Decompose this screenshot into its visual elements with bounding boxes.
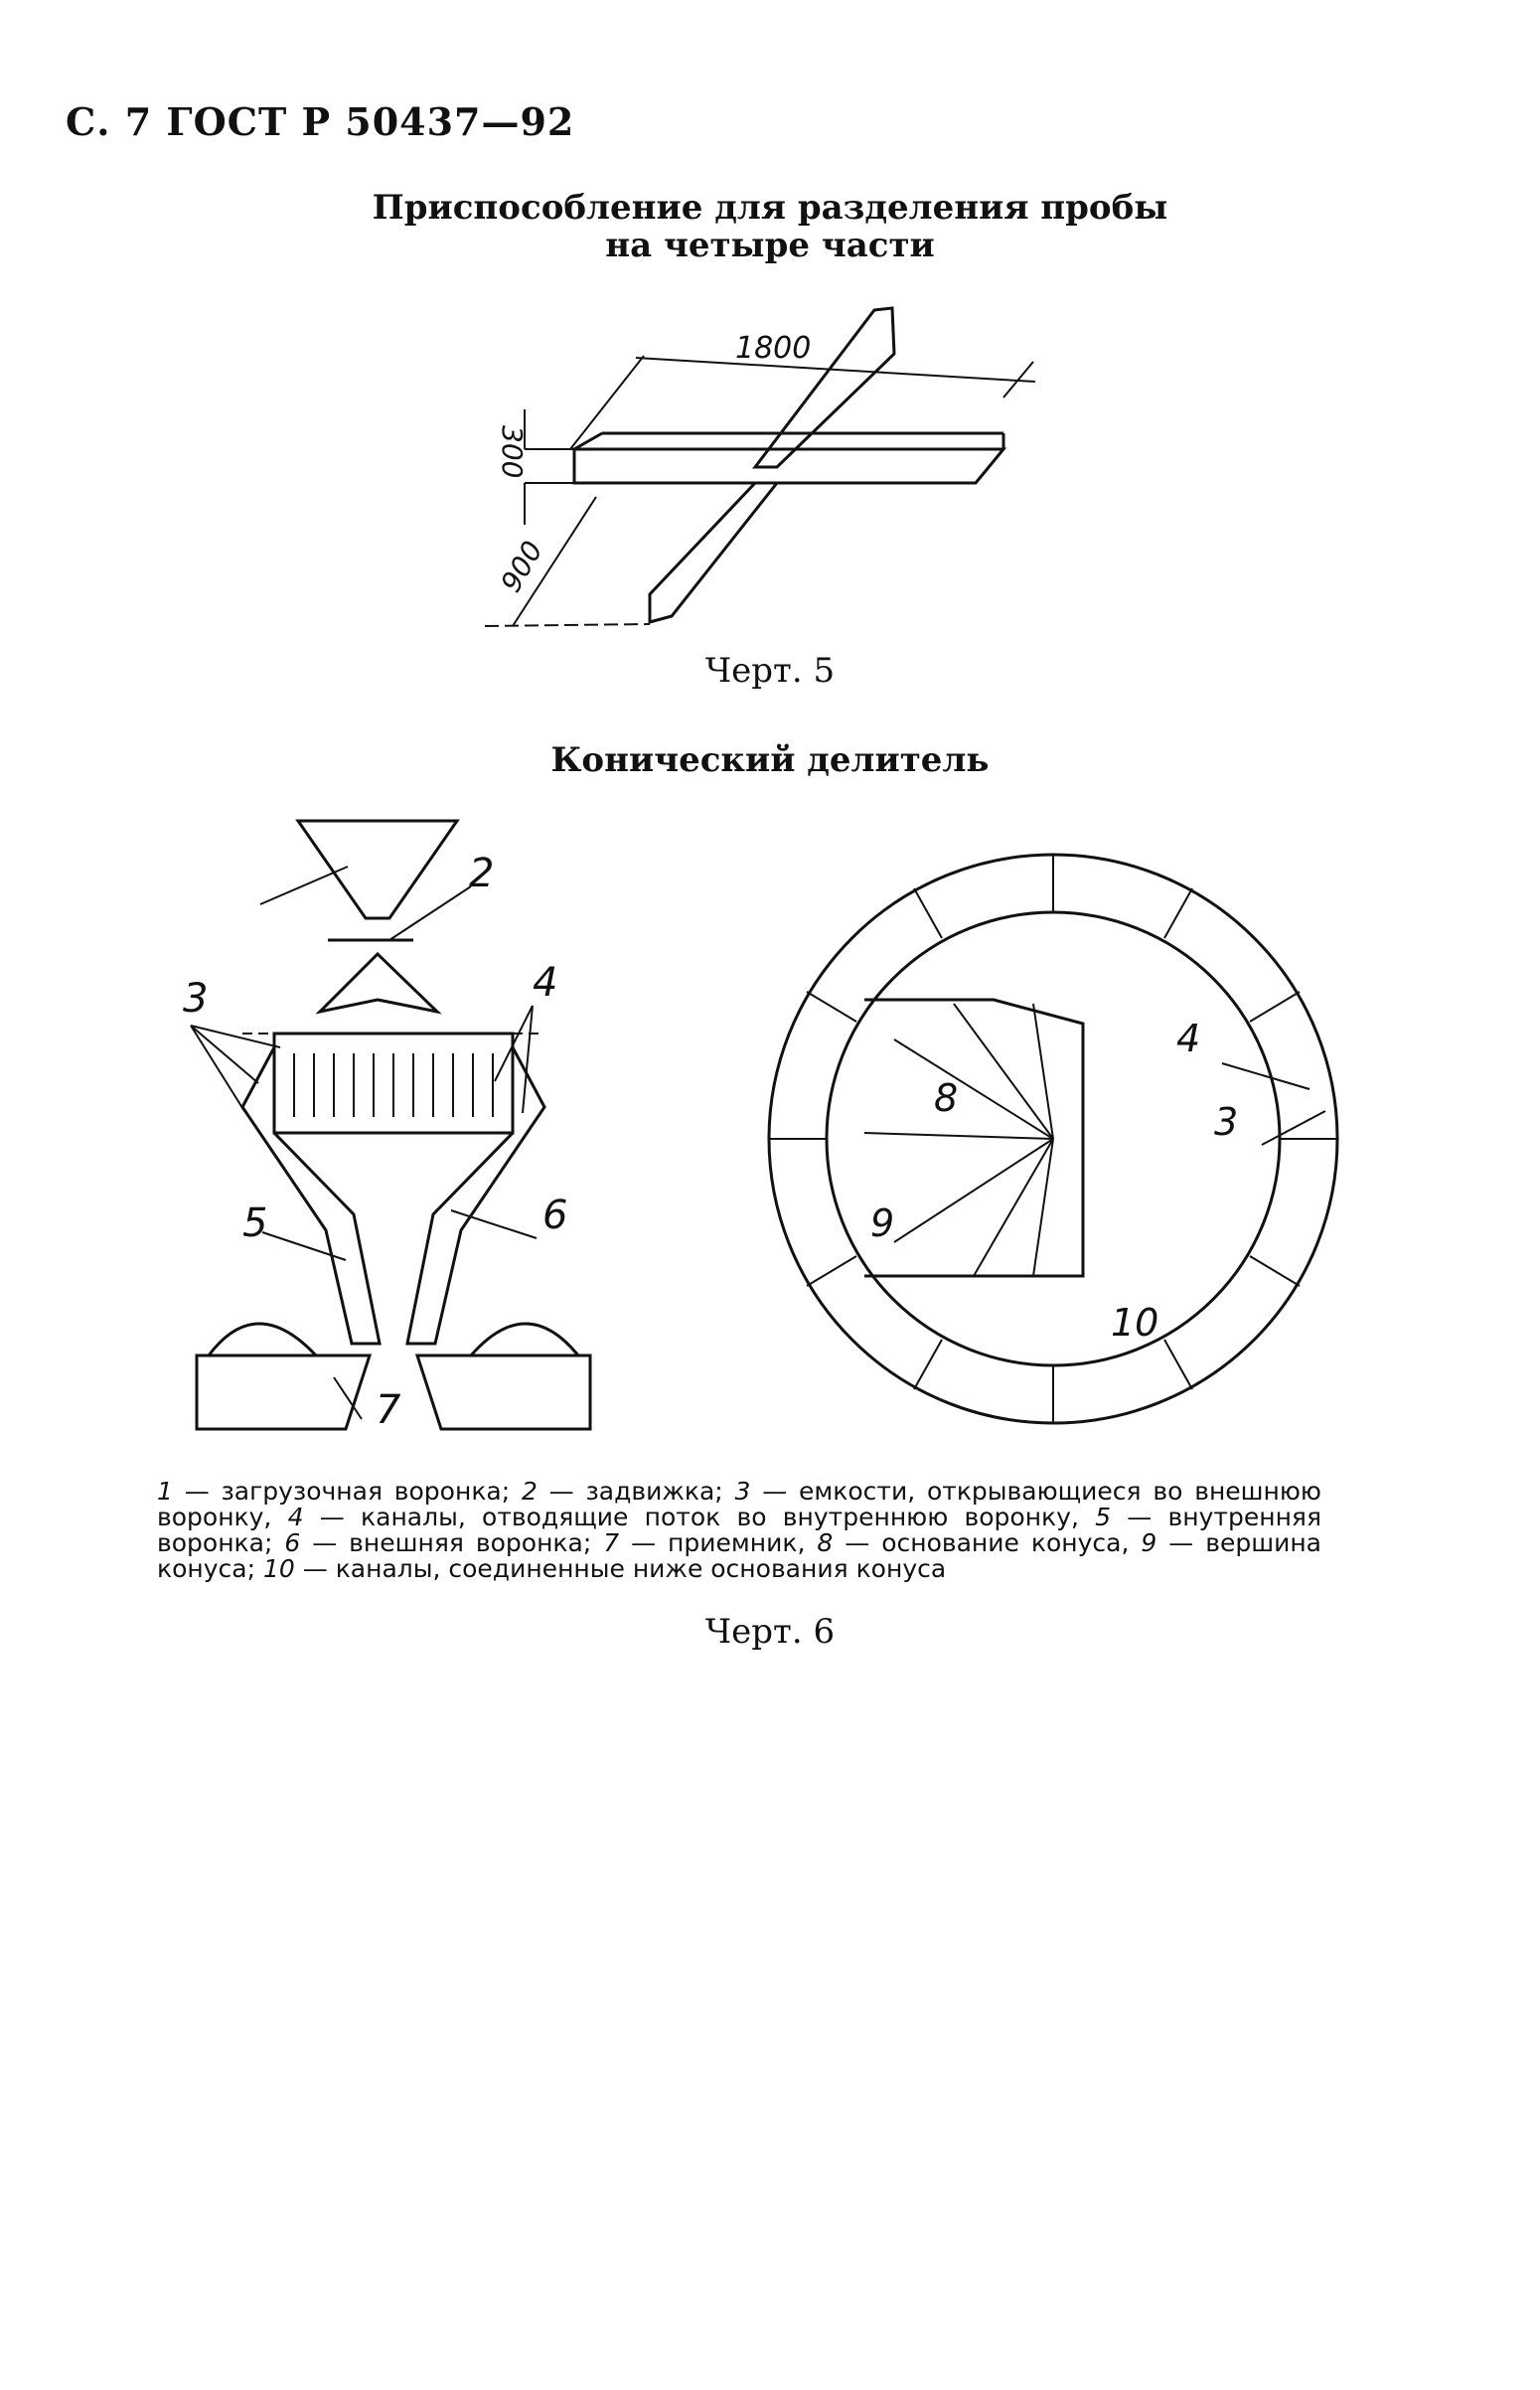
legend-text: — каналы, соединенные ниже основания конуса: [294, 1554, 947, 1583]
label-2: 2: [469, 851, 495, 896]
figure5-title-line2: на четыре части: [605, 226, 935, 265]
label-10: 10: [1111, 1301, 1159, 1345]
legend-text: — основание конуса,: [833, 1528, 1142, 1557]
legend-text: — внешняя воронка;: [300, 1528, 604, 1557]
figure5-caption: Черт. 5: [704, 651, 836, 691]
figure5-title-line1: Приспособление для разделения пробы: [372, 188, 1168, 228]
page-header: С. 7 ГОСТ Р 50437—92: [66, 99, 575, 144]
legend-text: — каналы, отводящие поток во внутреннюю воронку,: [303, 1503, 1096, 1531]
legend-text: — вершина конуса;: [157, 1528, 1321, 1583]
legend-num: 2: [521, 1477, 538, 1506]
label-5: 5: [242, 1200, 268, 1246]
label-3-plan: 3: [1214, 1100, 1239, 1144]
dim-1800: 1800: [735, 331, 812, 366]
cone: [320, 954, 437, 1012]
label-9: 9: [870, 1201, 895, 1245]
dim-900: 900: [494, 535, 549, 598]
legend-num: 5: [1095, 1503, 1112, 1531]
legend-text: — загрузочная воронка;: [172, 1477, 522, 1506]
legend-num: 6: [284, 1528, 301, 1557]
legend-num: 10: [262, 1554, 295, 1583]
label-4-plan: 4: [1176, 1017, 1201, 1060]
receiver-left-dome: [209, 1324, 316, 1355]
receiver-right: [417, 1355, 590, 1429]
legend-num: 9: [1141, 1528, 1157, 1557]
legend-text: — емкости, открывающиеся во внешнюю воронку,: [157, 1477, 1321, 1531]
label-7: 7: [376, 1387, 401, 1433]
receiver-right-dome: [471, 1324, 578, 1355]
figure6-caption: Черт. 6: [704, 1612, 836, 1652]
legend-num: 4: [287, 1503, 304, 1531]
label-6: 6: [542, 1193, 568, 1238]
figure6-title: Конический делитель: [550, 740, 990, 780]
dim-300: 300: [496, 425, 529, 479]
label-3-side: 3: [183, 976, 209, 1022]
inner-funnel: [242, 1047, 380, 1344]
label-4-side: 4: [533, 960, 558, 1006]
label-8: 8: [934, 1076, 959, 1120]
legend-text: — внутренняя воронка;: [157, 1503, 1321, 1557]
legend-text: — задвижка;: [537, 1477, 735, 1506]
legend-num: 8: [817, 1528, 834, 1557]
legend-num: 1: [157, 1477, 173, 1506]
legend-num: 7: [603, 1528, 620, 1557]
loading-funnel: [298, 821, 457, 918]
figure6-legend: [157, 1479, 1321, 1582]
legend-num: 3: [734, 1477, 751, 1506]
legend-text: — приемник,: [619, 1528, 818, 1557]
